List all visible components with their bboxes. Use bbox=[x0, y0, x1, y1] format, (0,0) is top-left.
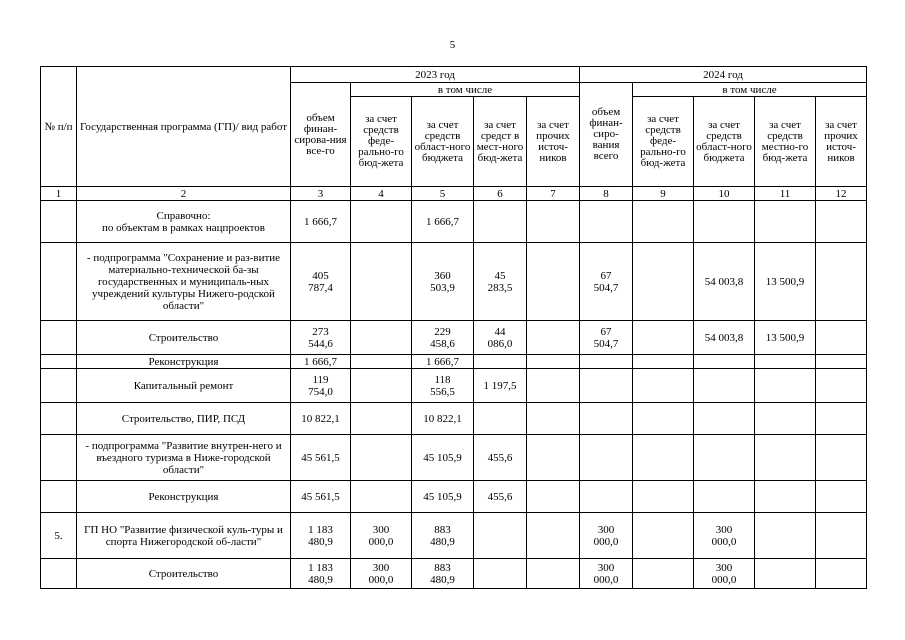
cell-c8: 67 504,7 bbox=[580, 243, 633, 321]
cell-c6 bbox=[474, 513, 527, 559]
row-program-name: Строительство, ПИР, ПСД bbox=[77, 403, 291, 435]
budget-table bbox=[40, 66, 867, 589]
cell-c7 bbox=[527, 355, 580, 369]
table-row bbox=[41, 513, 867, 559]
row-number bbox=[41, 403, 77, 435]
row-number bbox=[41, 321, 77, 355]
cell-c9 bbox=[633, 321, 694, 355]
cell-c12 bbox=[816, 201, 867, 243]
row-program-name: - подпрограмма "Развитие внутрен-него и въездного туризма в Ниже-городской области" bbox=[77, 435, 291, 481]
row-number: 5. bbox=[41, 513, 77, 559]
cell-c7 bbox=[527, 559, 580, 589]
cell-c11 bbox=[755, 513, 816, 559]
cell-c3: 1 183 480,9 bbox=[291, 559, 351, 589]
cell-c3: 45 561,5 bbox=[291, 481, 351, 513]
cell-c7 bbox=[527, 321, 580, 355]
column-number: 1 bbox=[41, 187, 77, 201]
cell-c12 bbox=[816, 243, 867, 321]
table-row bbox=[41, 481, 867, 513]
row-number bbox=[41, 201, 77, 243]
cell-c10 bbox=[694, 403, 755, 435]
cell-c8: 300 000,0 bbox=[580, 513, 633, 559]
column-number: 9 bbox=[633, 187, 694, 201]
cell-c4 bbox=[351, 201, 412, 243]
cell-c10 bbox=[694, 369, 755, 403]
cell-c10: 300 000,0 bbox=[694, 513, 755, 559]
cell-c6: 455,6 bbox=[474, 481, 527, 513]
cell-c7 bbox=[527, 435, 580, 481]
column-number: 11 bbox=[755, 187, 816, 201]
cell-c3: 1 666,7 bbox=[291, 201, 351, 243]
column-number: 12 bbox=[816, 187, 867, 201]
cell-c7 bbox=[527, 201, 580, 243]
table-row bbox=[41, 435, 867, 481]
cell-c9 bbox=[633, 369, 694, 403]
header-local-2023: за счет средст в мест-ного бюд-жета bbox=[474, 97, 527, 187]
cell-c8 bbox=[580, 403, 633, 435]
cell-c11: 13 500,9 bbox=[755, 321, 816, 355]
cell-c4 bbox=[351, 435, 412, 481]
table-row bbox=[41, 559, 867, 589]
column-number: 5 bbox=[412, 187, 474, 201]
table-row bbox=[41, 321, 867, 355]
header-col-num: № п/п bbox=[41, 67, 77, 187]
cell-c5: 1 666,7 bbox=[412, 355, 474, 369]
row-program-name: Справочно: по объектам в рамках нацпроектов bbox=[77, 201, 291, 243]
row-number bbox=[41, 243, 77, 321]
cell-c9 bbox=[633, 201, 694, 243]
row-program-name: Строительство bbox=[77, 321, 291, 355]
cell-c8 bbox=[580, 355, 633, 369]
cell-c5: 118 556,5 bbox=[412, 369, 474, 403]
cell-c12 bbox=[816, 369, 867, 403]
header-col-program: Государственная программа (ГП)/ вид работ bbox=[77, 67, 291, 187]
header-including-2023: в том числе bbox=[351, 83, 580, 97]
row-number bbox=[41, 481, 77, 513]
cell-c8 bbox=[580, 481, 633, 513]
row-number bbox=[41, 369, 77, 403]
cell-c9 bbox=[633, 243, 694, 321]
cell-c5: 883 480,9 bbox=[412, 513, 474, 559]
cell-c11 bbox=[755, 559, 816, 589]
table-body bbox=[41, 201, 867, 589]
cell-c5: 1 666,7 bbox=[412, 201, 474, 243]
cell-c8: 300 000,0 bbox=[580, 559, 633, 589]
column-number: 7 bbox=[527, 187, 580, 201]
row-program-name: Строительство bbox=[77, 559, 291, 589]
cell-c6 bbox=[474, 559, 527, 589]
cell-c12 bbox=[816, 355, 867, 369]
row-program-name: ГП НО "Развитие физической куль-туры и спорта Нижегородской об-ласти" bbox=[77, 513, 291, 559]
cell-c9 bbox=[633, 435, 694, 481]
cell-c7 bbox=[527, 369, 580, 403]
column-number: 10 bbox=[694, 187, 755, 201]
cell-c3: 273 544,6 bbox=[291, 321, 351, 355]
row-program-name: Капитальный ремонт bbox=[77, 369, 291, 403]
header-local-2024: за счет средств местно-го бюд-жета bbox=[755, 97, 816, 187]
cell-c3: 405 787,4 bbox=[291, 243, 351, 321]
cell-c11 bbox=[755, 369, 816, 403]
cell-c11 bbox=[755, 201, 816, 243]
cell-c4: 300 000,0 bbox=[351, 513, 412, 559]
table-row bbox=[41, 201, 867, 243]
header-total-2024: объем финан-сиро-вания всего bbox=[580, 83, 633, 187]
cell-c8 bbox=[580, 435, 633, 481]
page-number: 5 bbox=[449, 39, 456, 51]
cell-c3: 119 754,0 bbox=[291, 369, 351, 403]
column-number: 6 bbox=[474, 187, 527, 201]
cell-c3: 10 822,1 bbox=[291, 403, 351, 435]
cell-c11 bbox=[755, 481, 816, 513]
cell-c3: 1 666,7 bbox=[291, 355, 351, 369]
row-program-name: Реконструкция bbox=[77, 355, 291, 369]
row-number bbox=[41, 355, 77, 369]
cell-c4: 300 000,0 bbox=[351, 559, 412, 589]
cell-c7 bbox=[527, 481, 580, 513]
header-other-2024: за счет прочих источ-ников bbox=[816, 97, 867, 187]
cell-c10: 54 003,8 bbox=[694, 243, 755, 321]
cell-c4 bbox=[351, 243, 412, 321]
cell-c4 bbox=[351, 369, 412, 403]
cell-c4 bbox=[351, 355, 412, 369]
table-row bbox=[41, 355, 867, 369]
column-number: 8 bbox=[580, 187, 633, 201]
cell-c5: 360 503,9 bbox=[412, 243, 474, 321]
header-regional-2024: за счет средств област-ного бюджета bbox=[694, 97, 755, 187]
header-including-2024: в том числе bbox=[633, 83, 867, 97]
cell-c6: 44 086,0 bbox=[474, 321, 527, 355]
header-other-2023: за счет прочих источ-ников bbox=[527, 97, 580, 187]
cell-c4 bbox=[351, 403, 412, 435]
table-row bbox=[41, 369, 867, 403]
cell-c11 bbox=[755, 355, 816, 369]
cell-c6 bbox=[474, 201, 527, 243]
cell-c5: 10 822,1 bbox=[412, 403, 474, 435]
cell-c9 bbox=[633, 403, 694, 435]
cell-c4 bbox=[351, 321, 412, 355]
cell-c10 bbox=[694, 481, 755, 513]
cell-c11: 13 500,9 bbox=[755, 243, 816, 321]
cell-c6: 455,6 bbox=[474, 435, 527, 481]
row-program-name: Реконструкция bbox=[77, 481, 291, 513]
cell-c3: 1 183 480,9 bbox=[291, 513, 351, 559]
row-number bbox=[41, 559, 77, 589]
cell-c8: 67 504,7 bbox=[580, 321, 633, 355]
cell-c9 bbox=[633, 481, 694, 513]
cell-c12 bbox=[816, 559, 867, 589]
cell-c5: 45 105,9 bbox=[412, 435, 474, 481]
table-header bbox=[41, 67, 867, 201]
header-federal-2024: за счет средств феде-рально-го бюд-жета bbox=[633, 97, 694, 187]
cell-c5: 45 105,9 bbox=[412, 481, 474, 513]
cell-c10: 300 000,0 bbox=[694, 559, 755, 589]
cell-c7 bbox=[527, 403, 580, 435]
header-regional-2023: за счет средств област-ного бюджета bbox=[412, 97, 474, 187]
cell-c10 bbox=[694, 201, 755, 243]
cell-c9 bbox=[633, 355, 694, 369]
column-number: 2 bbox=[77, 187, 291, 201]
cell-c6: 45 283,5 bbox=[474, 243, 527, 321]
column-number: 4 bbox=[351, 187, 412, 201]
cell-c10: 54 003,8 bbox=[694, 321, 755, 355]
cell-c8 bbox=[580, 369, 633, 403]
row-number bbox=[41, 435, 77, 481]
cell-c6 bbox=[474, 355, 527, 369]
cell-c3: 45 561,5 bbox=[291, 435, 351, 481]
cell-c11 bbox=[755, 435, 816, 481]
cell-c12 bbox=[816, 403, 867, 435]
header-year-2023: 2023 год bbox=[291, 67, 580, 83]
cell-c5: 229 458,6 bbox=[412, 321, 474, 355]
cell-c12 bbox=[816, 513, 867, 559]
cell-c12 bbox=[816, 321, 867, 355]
cell-c6 bbox=[474, 403, 527, 435]
table-row bbox=[41, 243, 867, 321]
row-program-name: - подпрограмма "Сохранение и раз-витие материально-технической ба-зы государственных и муниципаль-ных учреждений культуры Нижего-родской области" bbox=[77, 243, 291, 321]
cell-c11 bbox=[755, 403, 816, 435]
header-total-2023: объем финан-сирова-ния все-го bbox=[291, 83, 351, 187]
cell-c8 bbox=[580, 201, 633, 243]
cell-c6: 1 197,5 bbox=[474, 369, 527, 403]
header-federal-2023: за счет средств феде-рально-го бюд-жета bbox=[351, 97, 412, 187]
cell-c7 bbox=[527, 243, 580, 321]
cell-c9 bbox=[633, 559, 694, 589]
cell-c12 bbox=[816, 481, 867, 513]
column-number: 3 bbox=[291, 187, 351, 201]
cell-c9 bbox=[633, 513, 694, 559]
cell-c4 bbox=[351, 481, 412, 513]
cell-c10 bbox=[694, 435, 755, 481]
cell-c10 bbox=[694, 355, 755, 369]
header-year-2024: 2024 год bbox=[580, 67, 867, 83]
column-number-row bbox=[41, 187, 867, 201]
cell-c5: 883 480,9 bbox=[412, 559, 474, 589]
cell-c12 bbox=[816, 435, 867, 481]
table-row bbox=[41, 403, 867, 435]
cell-c7 bbox=[527, 513, 580, 559]
